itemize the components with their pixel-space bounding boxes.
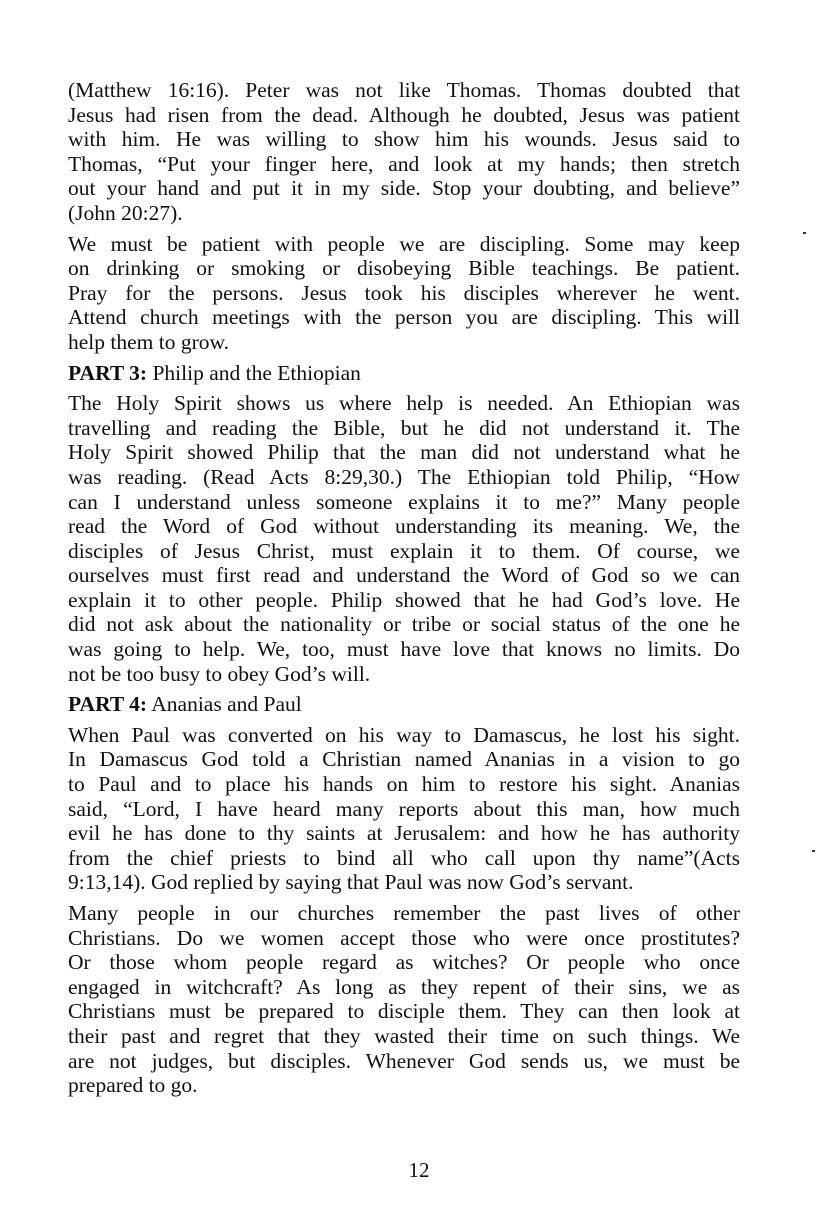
text-line: engaged in witchcraft? As long as they repent of their sins, we as — [68, 974, 740, 999]
text-line: to Paul and to place his hands on him to restore his sight. Ananias — [68, 772, 740, 797]
scan-speck — [812, 850, 815, 852]
text-line: Holy Spirit showed Philip that the man did not understand what he — [68, 440, 740, 465]
text-line: When Paul was converted on his way to Damascus, he lost his sight. — [68, 722, 740, 747]
paragraph — [68, 78, 740, 226]
text-line: travelling and reading the Bible, but he did not understand it. The — [68, 415, 740, 440]
text-line: not be too busy to obey God’s will. — [68, 661, 371, 686]
text-line: (Matthew 16:16). Peter was not like Thomas. Thomas doubted that — [68, 78, 740, 102]
page-number: 12 — [408, 1158, 430, 1182]
text-line: Christians. Do we women accept those who were once prostitutes? — [68, 925, 740, 950]
text-line: read the Word of God without understanding its meaning. We, the — [68, 514, 740, 539]
text-line: Attend church meetings with the person you are discipling. This will — [68, 305, 740, 330]
section-label: PART 3: — [68, 360, 148, 385]
section-heading — [68, 361, 740, 386]
text-line: can I understand unless someone explains it to me?” Many people — [68, 489, 740, 514]
paragraph — [68, 232, 740, 355]
paragraph — [68, 723, 740, 895]
text-line: Pray for the persons. Jesus took his disciples wherever he went. — [68, 280, 740, 305]
text-line: was reading. (Read Acts 8:29,30.) The Ethiopian told Philip, “How — [68, 464, 740, 489]
text-line: The Holy Spirit shows us where help is needed. An Ethiopian was — [68, 391, 740, 416]
section-title: Ananias and Paul — [147, 692, 302, 717]
text-line: 9:13,14). God replied by saying that Paul was now God’s servant. — [68, 870, 634, 895]
text-line: In Damascus God told a Christian named Ananias in a vision to go — [68, 747, 740, 772]
section-heading — [68, 692, 740, 717]
text-line: explain it to other people. Philip showed that he had God’s love. He — [68, 587, 740, 612]
scan-speck — [803, 232, 806, 234]
paragraph — [68, 391, 740, 686]
text-line: Christians must be prepared to disciple them. They can then look at — [68, 999, 740, 1024]
text-line: disciples of Jesus Christ, must explain it to them. Of course, we — [68, 538, 740, 563]
page-body — [68, 78, 740, 1104]
text-line: their past and regret that they wasted their time on such things. We — [68, 1023, 740, 1048]
section-title: Philip and the Ethiopian — [147, 360, 361, 385]
section-label: PART 4: — [68, 692, 148, 717]
text-line: did not ask about the nationality or tribe or social status of the one he — [68, 612, 740, 637]
text-line: (John 20:27). — [68, 200, 183, 225]
text-line: with him. He was willing to show him his wounds. Jesus said to — [68, 127, 740, 152]
text-line: help them to grow. — [68, 329, 230, 354]
text-line: are not judges, but disciples. Whenever God sends us, we must be — [68, 1048, 740, 1073]
text-line: on drinking or smoking or disobeying Bible teachings. Be patient. — [68, 256, 740, 281]
text-line: was going to help. We, too, must have love that knows no limits. Do — [68, 637, 740, 662]
text-line: said, “Lord, I have heard many reports about this man, how much — [68, 796, 740, 821]
text-line: evil he has done to thy saints at Jerusalem: and how he has authority — [68, 821, 740, 846]
text-line: Many people in our churches remember the past lives of other — [68, 901, 740, 925]
text-line: prepared to go. — [68, 1073, 198, 1098]
text-line: We must be patient with people we are discipling. Some may keep — [68, 231, 740, 256]
text-line: from the chief priests to bind all who call upon thy name”(Acts — [68, 845, 740, 870]
text-line: Thomas, “Put your finger here, and look at my hands; then stretch — [68, 151, 740, 176]
text-line: ourselves must first read and understand the Word of God so we can — [68, 563, 740, 588]
text-line: Jesus had risen from the dead. Although he doubted, Jesus was patient — [68, 102, 740, 127]
text-line: Or those whom people regard as witches? Or people who once — [68, 950, 740, 975]
text-line: out your hand and put it in my side. Stop your doubting, and believe” — [68, 176, 740, 201]
paragraph — [68, 901, 740, 1098]
